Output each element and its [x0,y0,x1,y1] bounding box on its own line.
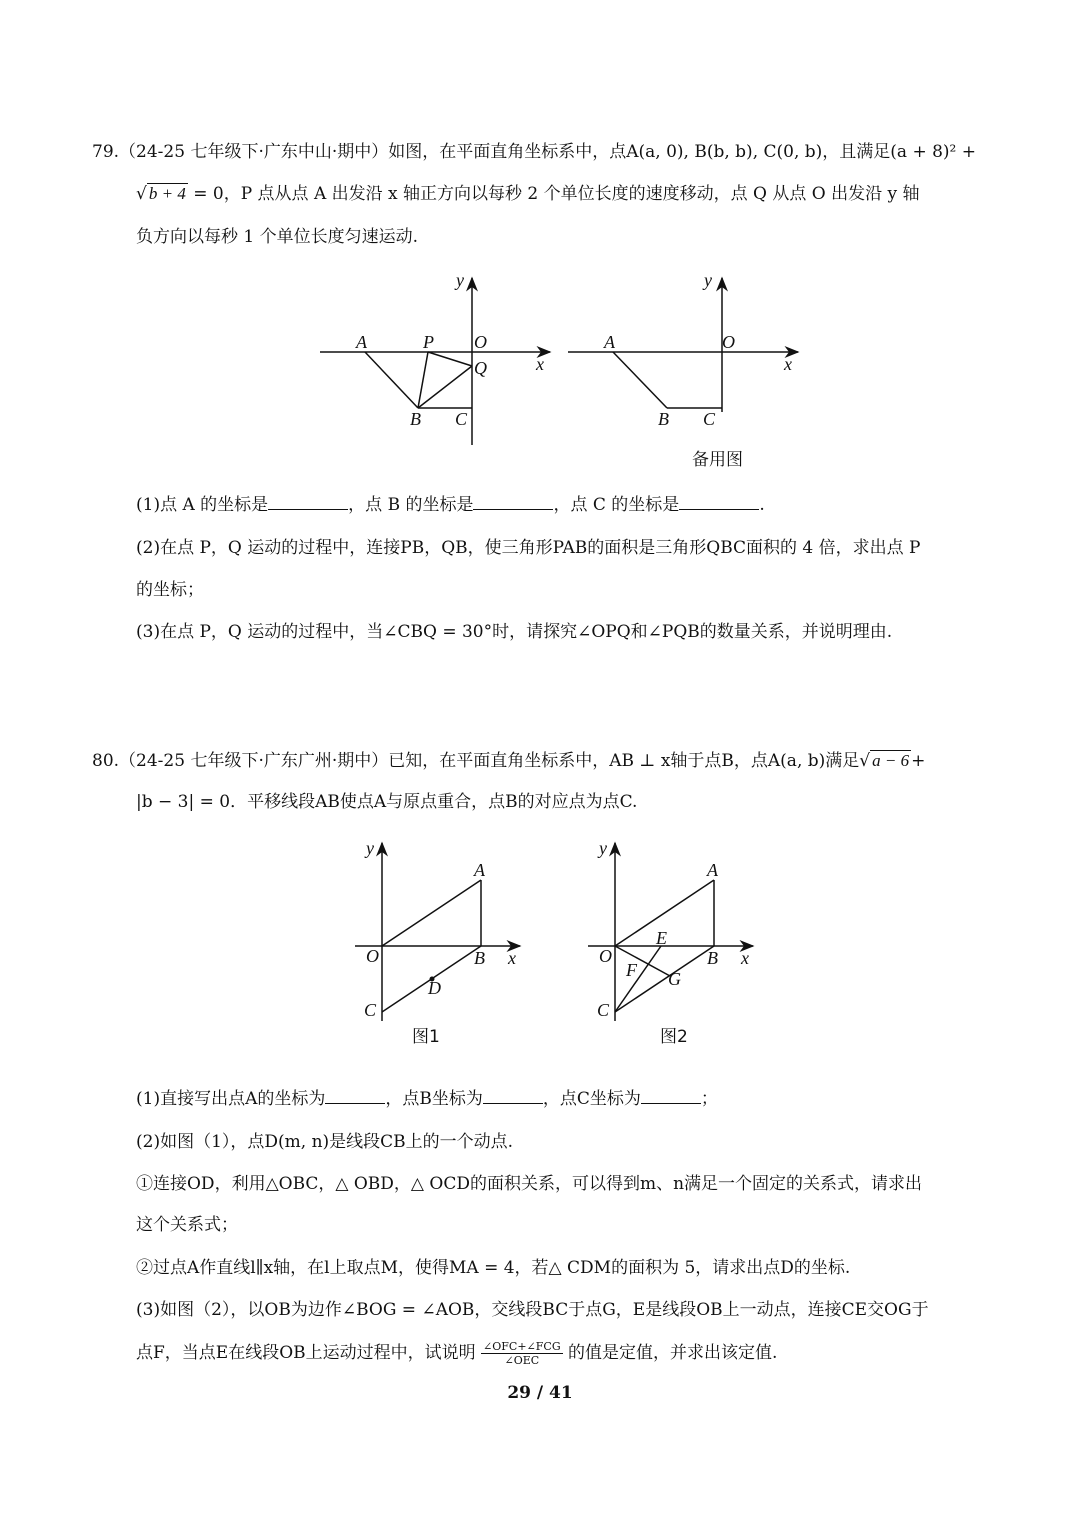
label-x: x [741,948,749,968]
q79-part1: (1)点 A 的坐标是 ，点 B 的坐标是 ，点 C 的坐标是 . [136,495,765,515]
q79-figure-spare [560,270,820,470]
q80-line2: |b − 3| = 0．平移线段AB使点A与原点重合，点B的对应点为点C. [136,792,638,812]
q79-line3: 负方向以每秒 1 个单位长度匀速运动. [136,227,419,247]
angle-fraction: $\frac{\text{∠OFC+∠FCG}}{\text{∠OEC}}$ [483,1340,561,1367]
q79-part2-line2: 的坐标； [136,580,204,600]
q80-part2-1-line2: 这个关系式； [136,1215,238,1235]
segment-pq [428,352,472,366]
q79-part3: (3)在点 P，Q 运动的过程中，当∠CBQ = 30°时，请探究∠OPQ和∠PQB的数量关系，并说明理由. [136,622,893,642]
label-c: C [455,409,468,429]
label-q: Q [474,358,487,378]
q80-part2-1-line1: ①连接OD，利用△OBC，△ OBD，△ OCD的面积关系，可以得到m、n满足一个固定的关系式，请求出 [136,1174,923,1194]
label-x: x [784,354,792,374]
q80-part1: (1)直接写出点A的坐标为 ，点B坐标为 ，点C坐标为 ； [136,1089,718,1109]
label-y: y [599,838,607,858]
label-e: E [656,928,667,948]
segment-ce [615,946,661,1012]
label-b: B [410,409,421,429]
label-b: B [474,948,485,968]
q80-part2: (2)如图（1），点D(m, n)是线段CB上的一个动点. [136,1132,514,1152]
q80-part3-line1: (3)如图（2），以OB为边作∠BOG = ∠AOB，交线段BC于点G，E是线段OB上一动点，连接CE交OG于 [136,1300,929,1320]
label-p: P [423,332,434,352]
q79-figure-main [310,270,570,460]
q80-line1: 80.（24-25 七年级下·广东广州·期中）已知，在平面直角坐标系中，AB ⊥ x轴于点B，点A(a, b)满足√ a − 6 + [92,751,926,771]
label-c: C [703,409,716,429]
q79-sqrt: b + 4 [148,184,186,203]
label-a: A [356,332,367,352]
segment-ab [613,352,667,408]
fig2-caption: 图2 [660,1027,688,1047]
segment-ab [365,352,418,408]
label-y: y [704,270,712,290]
label-o: O [366,946,379,966]
spare-caption: 备用图 [692,450,743,470]
q79-line2-rest: = 0，P 点从点 A 出发沿 x 轴正方向以每秒 2 个单位长度的速度移动，点 Q 从点 O 出发沿 y 轴 [193,184,920,204]
q79-part2-line1: (2)在点 P，Q 运动的过程中，连接PB，QB，使三角形PAB的面积是三角形QBC面积的 4 倍，求出点 P [136,538,921,558]
q79-line2: √ b + 4 = 0，P 点从点 A 出发沿 x 轴正方向以每秒 2 个单位长度的速度移动，点 Q 从点 O 出发沿 y 轴 [136,184,920,204]
label-d: D [428,978,441,998]
q80-figure-1 [350,838,550,1053]
label-a: A [707,860,718,880]
label-g: G [668,969,681,989]
segment-qb [418,366,472,408]
fig1-caption: 图1 [412,1027,440,1047]
q80-figure-2 [583,838,783,1053]
label-b: B [658,409,669,429]
label-x: x [508,948,516,968]
label-c: C [597,1000,610,1020]
label-o: O [722,332,735,352]
label-b: B [707,948,718,968]
label-a: A [604,332,615,352]
label-a: A [474,860,485,880]
label-f: F [626,960,637,980]
label-y: y [366,838,374,858]
label-o: O [599,946,612,966]
q79-line1: 79.（24-25 七年级下·广东中山·期中）如图，在平面直角坐标系中，点A(a, 0), B(b, b), C(0, b)，且满足(a + 8)² + [92,142,977,162]
page-number: 29 / 41 [507,1383,573,1403]
q80-part3-line2: 点F，当点E在线段OB上运动过程中，试说明 $\frac{\text{∠OFC+∠FCG}}{\text{∠OEC}}$ 的值是定值，并求出该定值. [136,1340,778,1367]
label-c: C [364,1000,377,1020]
label-y: y [456,270,464,290]
q80-part2-2: ②过点A作直线l∥x轴，在l上取点M，使得MA = 4，若△ CDM的面积为 5，请求出点D的坐标. [136,1258,851,1278]
label-x: x [536,354,544,374]
segment-pb [418,352,428,408]
segment-oa [382,880,481,946]
label-o: O [474,332,487,352]
